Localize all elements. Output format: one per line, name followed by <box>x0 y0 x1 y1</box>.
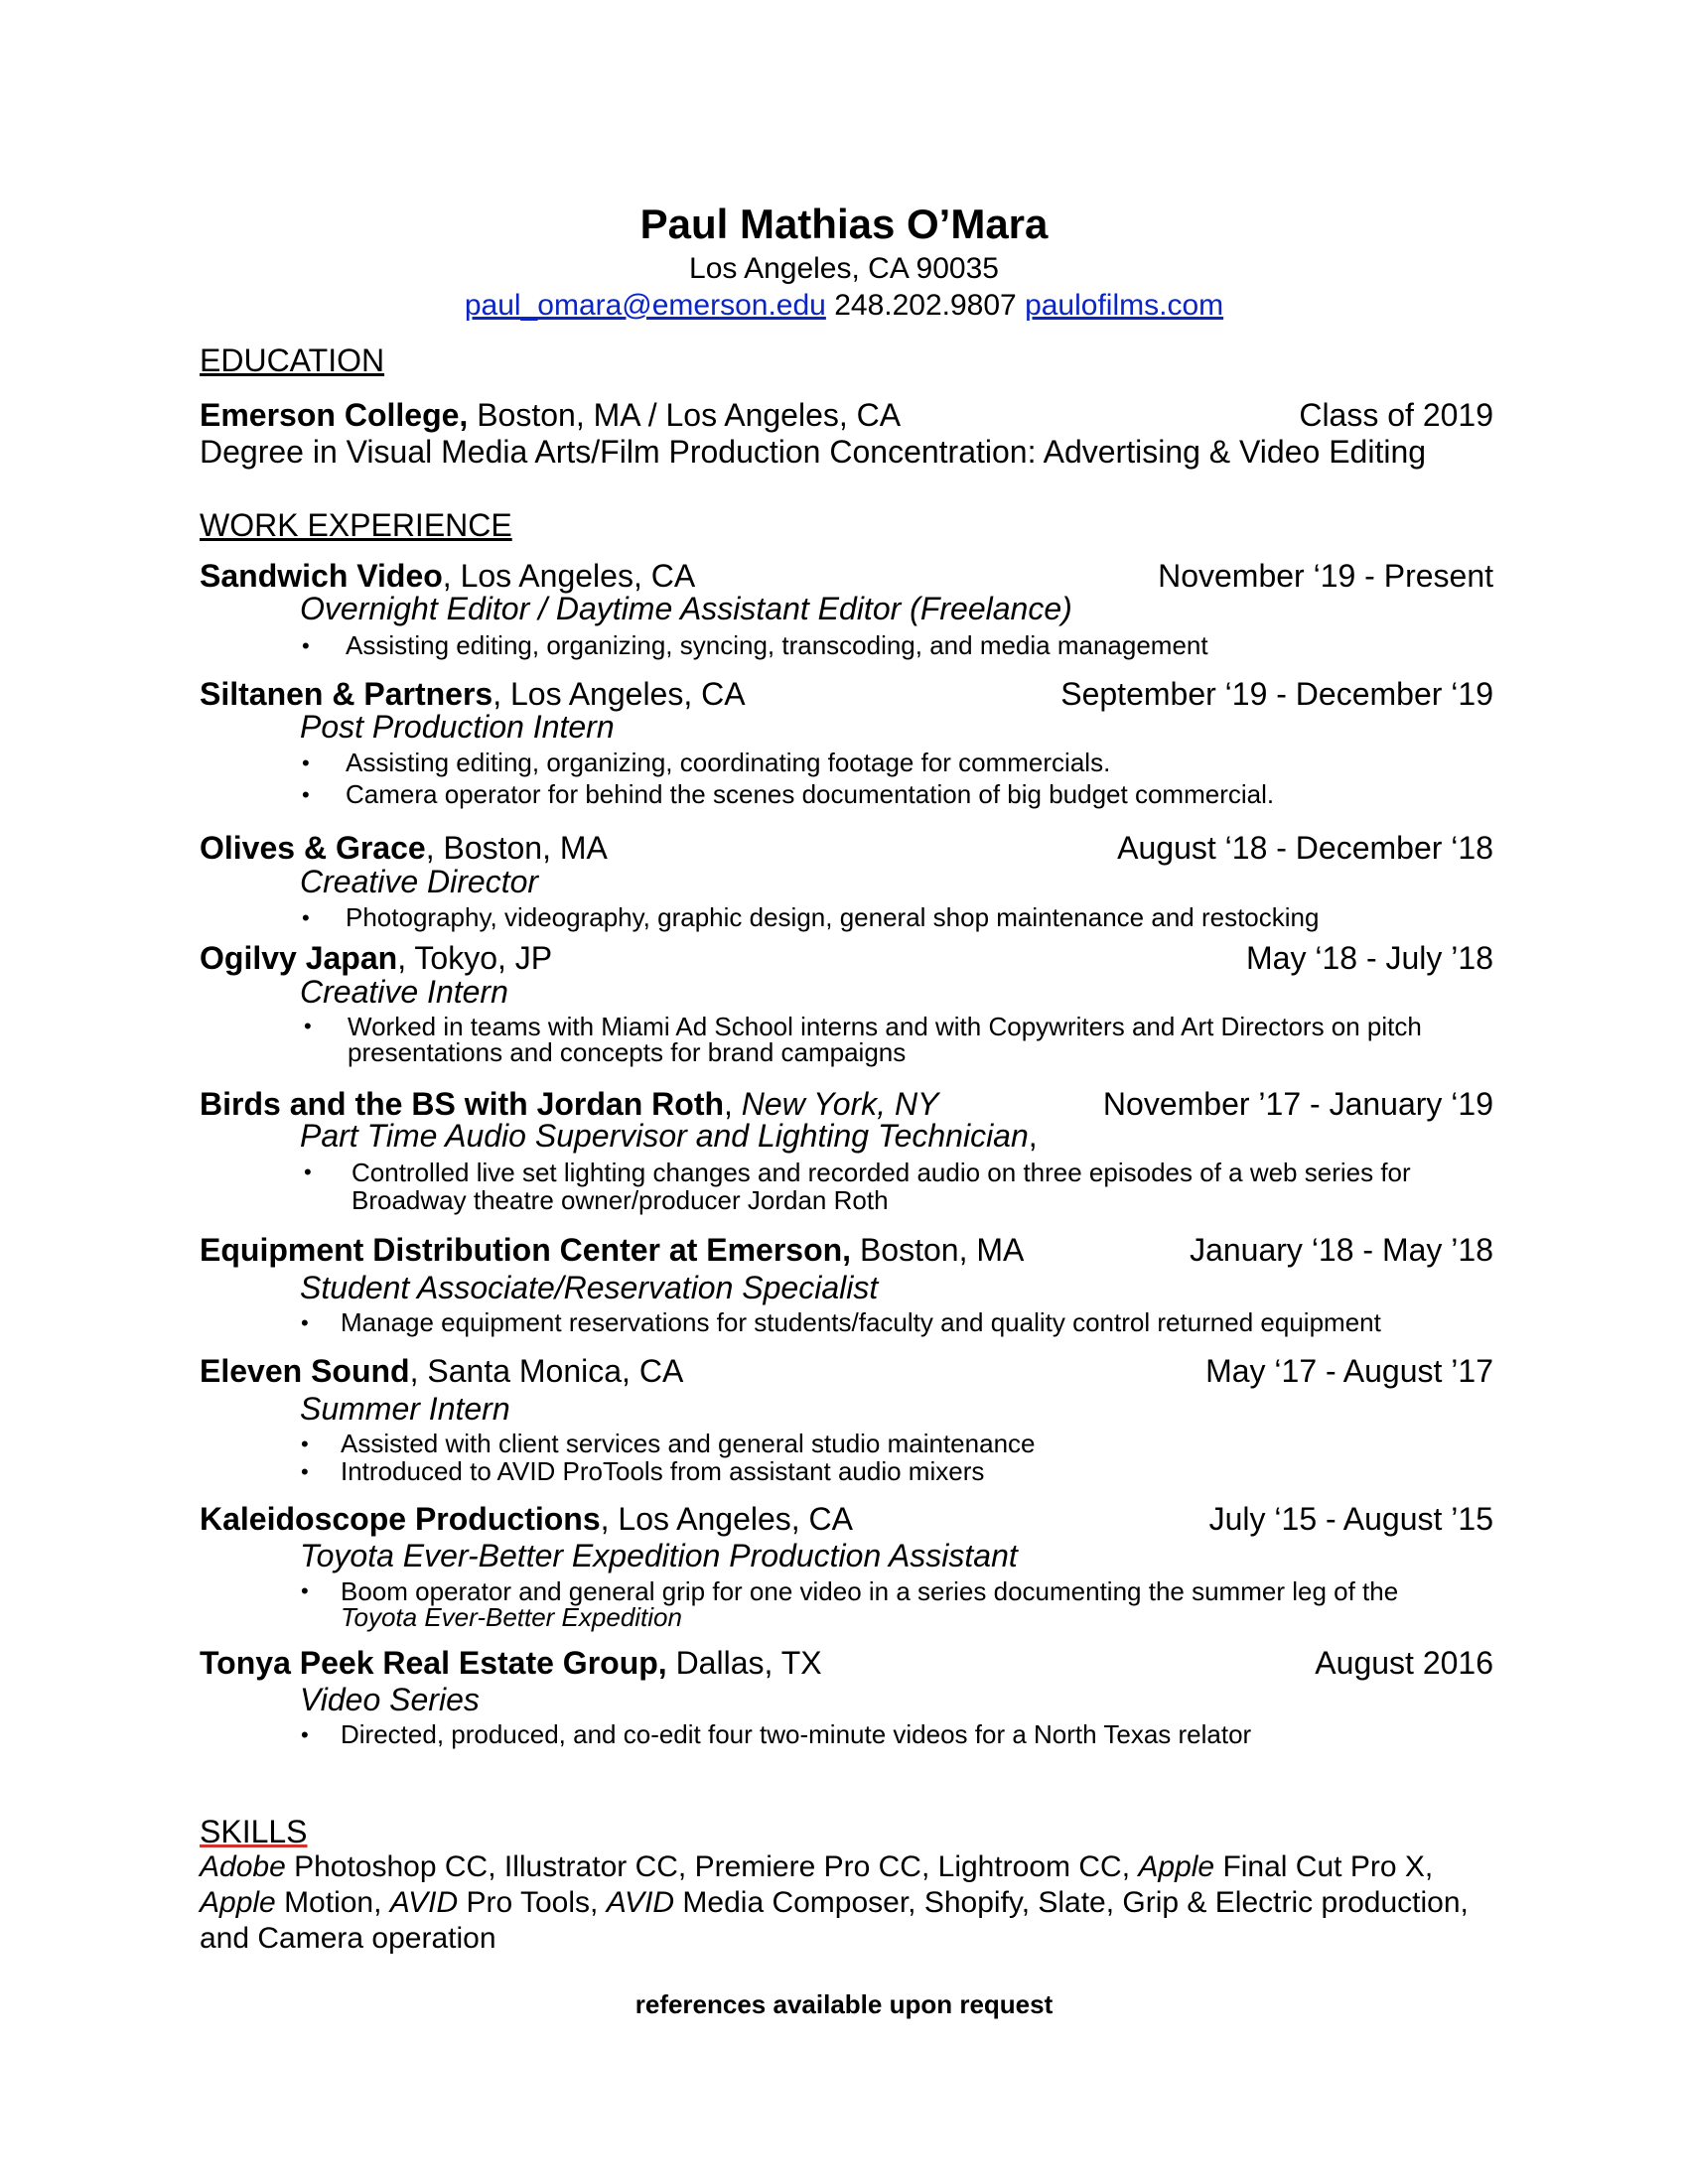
job-role: Creative Director <box>300 864 539 899</box>
candidate-name: Paul Mathias O’Mara <box>639 201 1049 247</box>
resume-header <box>0 199 1688 324</box>
job-company: Eleven Sound <box>200 1353 410 1389</box>
job-role: Summer Intern <box>300 1391 510 1427</box>
job-location: , Los Angeles, CA <box>442 558 696 594</box>
job-role: Creative Intern <box>300 974 508 1010</box>
job-location: , Los Angeles, CA <box>600 1501 853 1537</box>
job-company: Ogilvy Japan <box>200 940 398 976</box>
bullet-marker: • <box>302 633 310 658</box>
job-role: Part Time Audio Supervisor and Lighting Technician <box>300 1118 1029 1154</box>
job-location: , Boston, MA <box>425 830 608 866</box>
job-location: , Los Angeles, CA <box>492 676 746 712</box>
job-role: Toyota Ever-Better Expedition Production Assistant <box>300 1538 1018 1573</box>
references-note: references available upon request <box>634 1989 1054 2019</box>
job-role: Post Production Intern <box>300 709 615 745</box>
job-location: New York, NY <box>741 1086 939 1122</box>
bullet-marker: • <box>301 1578 309 1603</box>
job-role: Overnight Editor / Daytime Assistant Editor (Freelance) <box>300 591 1072 626</box>
bullet-marker: • <box>304 1014 312 1038</box>
job-bullet: • Worked in teams with Miami Ad School interns and with Copywriters and Art Directors on pitch presentations and concepts for brand campaigns <box>304 1012 1422 1067</box>
job-location: , Tokyo, JP <box>397 940 553 976</box>
bullet-marker: • <box>301 1310 309 1335</box>
job-bullet: • Assisting editing, organizing, coordinating footage for commercials. <box>302 748 1111 777</box>
job-bullet: • Assisting editing, organizing, syncing, transcoding, and media management <box>302 630 1208 660</box>
job-bullet: • Manage equipment reservations for students/faculty and quality control returned equipment <box>301 1307 1381 1337</box>
skills-heading: SKILLS <box>200 1814 308 1849</box>
job-dates: November ’17 - January ‘19 <box>1102 1086 1493 1122</box>
job-bullet: • Boom operator and general grip for one video in a series documenting the summer leg of the Toyota Ever-Better Expedition <box>301 1576 1399 1632</box>
degree-line: Degree in Visual Media Arts/Film Production Concentration: Advertising & Video Editing <box>200 434 1427 470</box>
job-location: Dallas, TX <box>666 1645 822 1681</box>
job-dates: May ‘17 - August ’17 <box>1205 1353 1493 1389</box>
job-location: , Santa Monica, CA <box>409 1353 684 1389</box>
job-company: Birds and the BS with Jordan Roth <box>200 1086 725 1122</box>
job-role: Student Associate/Reservation Specialist <box>300 1270 879 1305</box>
contact-line <box>0 287 1688 324</box>
job-company: Siltanen & Partners <box>200 676 493 712</box>
phone-number: 248.202.9807 <box>834 289 1017 322</box>
bullet-marker: • <box>304 1160 312 1184</box>
website-link[interactable]: paulofilms.com <box>1025 289 1224 322</box>
candidate-location: Los Angeles, CA 90035 <box>689 252 999 285</box>
job-dates: May ‘18 - July ’18 <box>1246 940 1493 976</box>
job-bullet: • Introduced to AVID ProTools from assistant audio mixers <box>301 1456 985 1486</box>
class-year: Class of 2019 <box>1299 397 1493 433</box>
bullet-marker: • <box>302 751 310 775</box>
job-bullet: • Assisted with client services and general studio maintenance <box>301 1429 1036 1458</box>
email-link[interactable]: paul_omara@emerson.edu <box>464 289 826 322</box>
job-company: Equipment Distribution Center at Emerson, <box>200 1232 852 1268</box>
job-location-sep: , <box>724 1086 742 1122</box>
bullet-marker: • <box>301 1722 309 1747</box>
job-bullet: • Controlled live set lighting changes and recorded audio on three episodes of a web series for Broadway theatre owner/producer Jordan Roth <box>304 1158 1411 1215</box>
bullet-marker: • <box>302 782 310 807</box>
job-company-line <box>200 1644 1490 1682</box>
job-company: Kaleidoscope Productions <box>200 1501 601 1537</box>
education-school-line <box>200 396 1490 434</box>
job-company: Tonya Peek Real Estate Group, <box>200 1645 667 1681</box>
bullet-marker: • <box>302 905 310 930</box>
job-role-line <box>300 1117 1038 1155</box>
job-bullet: • Directed, produced, and co-edit four two-minute videos for a North Texas relator <box>301 1719 1252 1749</box>
job-bullet: • Camera operator for behind the scenes documentation of big budget commercial. <box>302 779 1275 809</box>
skills-text: Adobe Photoshop CC, Illustrator CC, Premiere Pro CC, Lightroom CC, Apple Final Cut Pro X, Apple Motion, AVID Pro Tools, AVID Media Composer, Shopify, Slate, Grip & Electric production, and Camera operation <box>200 1850 1469 1955</box>
job-dates: July ‘15 - August ’15 <box>1208 1501 1493 1537</box>
job-dates: November ‘19 - Present <box>1158 558 1493 594</box>
job-company: Sandwich Video <box>200 558 443 594</box>
bullet-marker: • <box>301 1459 309 1484</box>
job-role-suffix: , <box>1028 1118 1038 1154</box>
job-dates: January ‘18 - May ’18 <box>1190 1232 1493 1268</box>
job-bullet: • Photography, videography, graphic design, general shop maintenance and restocking <box>302 902 1320 932</box>
job-company: Olives & Grace <box>200 830 426 866</box>
school-name: Emerson College, <box>200 397 469 433</box>
job-role: Video Series <box>300 1682 480 1717</box>
work-experience-heading: WORK EXPERIENCE <box>200 507 512 543</box>
job-dates: August ‘18 - December ‘18 <box>1117 830 1493 866</box>
education-heading: EDUCATION <box>200 342 385 378</box>
job-dates: September ‘19 - December ‘19 <box>1060 676 1493 712</box>
school-location: Boston, MA / Los Angeles, CA <box>477 397 902 433</box>
job-dates: August 2016 <box>1315 1645 1493 1681</box>
bullet-marker: • <box>301 1432 309 1456</box>
bullet-italic-tail: Toyota Ever-Better Expedition <box>341 1602 682 1632</box>
job-location: Boston, MA <box>851 1232 1025 1268</box>
